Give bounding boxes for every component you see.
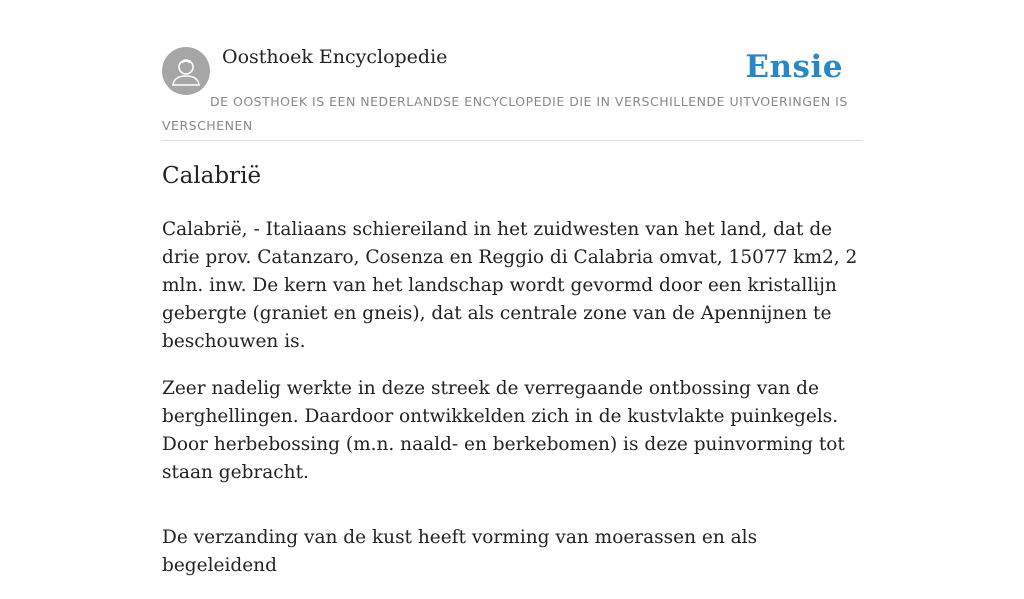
article-paragraph: De verzanding van de kust heeft vorming van moerassen en als begeleidend [162,527,758,576]
site-header [162,0,862,141]
article-body [162,216,862,599]
article-paragraph: Calabrië, - Italiaans schiereiland in het zuidwesten van het land, dat de drie prov. Catanzaro, Cosenza en Reggio di Calabria omvat, 15077 km2, 2 mln. inw. De kern van het landschap wordt gevormd door een kristallijn gebergte (graniet en gneis), dat als centrale zone van de Apennijnen te beschouwen is. [162,219,858,352]
article-paragraph: Zeer nadelig werkte in deze streek de verregaande ontbossing van de berghellingen. Daardoor ontwikkelden zich in de kustvlakte puinkegels. Door herbebossing (m.n. naald- en berkebomen) is deze puinvorming tot staan gebracht. [162,378,845,483]
ensie-logo[interactable]: Ensie [745,49,843,85]
page-container [162,0,862,576]
user-avatar-icon[interactable] [162,47,210,95]
site-title[interactable]: Oosthoek Encyclopedie [222,46,448,68]
article-title: Calabrië [162,163,262,189]
site-tagline: DE OOSTHOEK IS EEN NEDERLANDSE ENCYCLOPEDIE DIE IN VERSCHILLENDE UITVOERINGEN IS VERSCHENEN [162,94,848,133]
